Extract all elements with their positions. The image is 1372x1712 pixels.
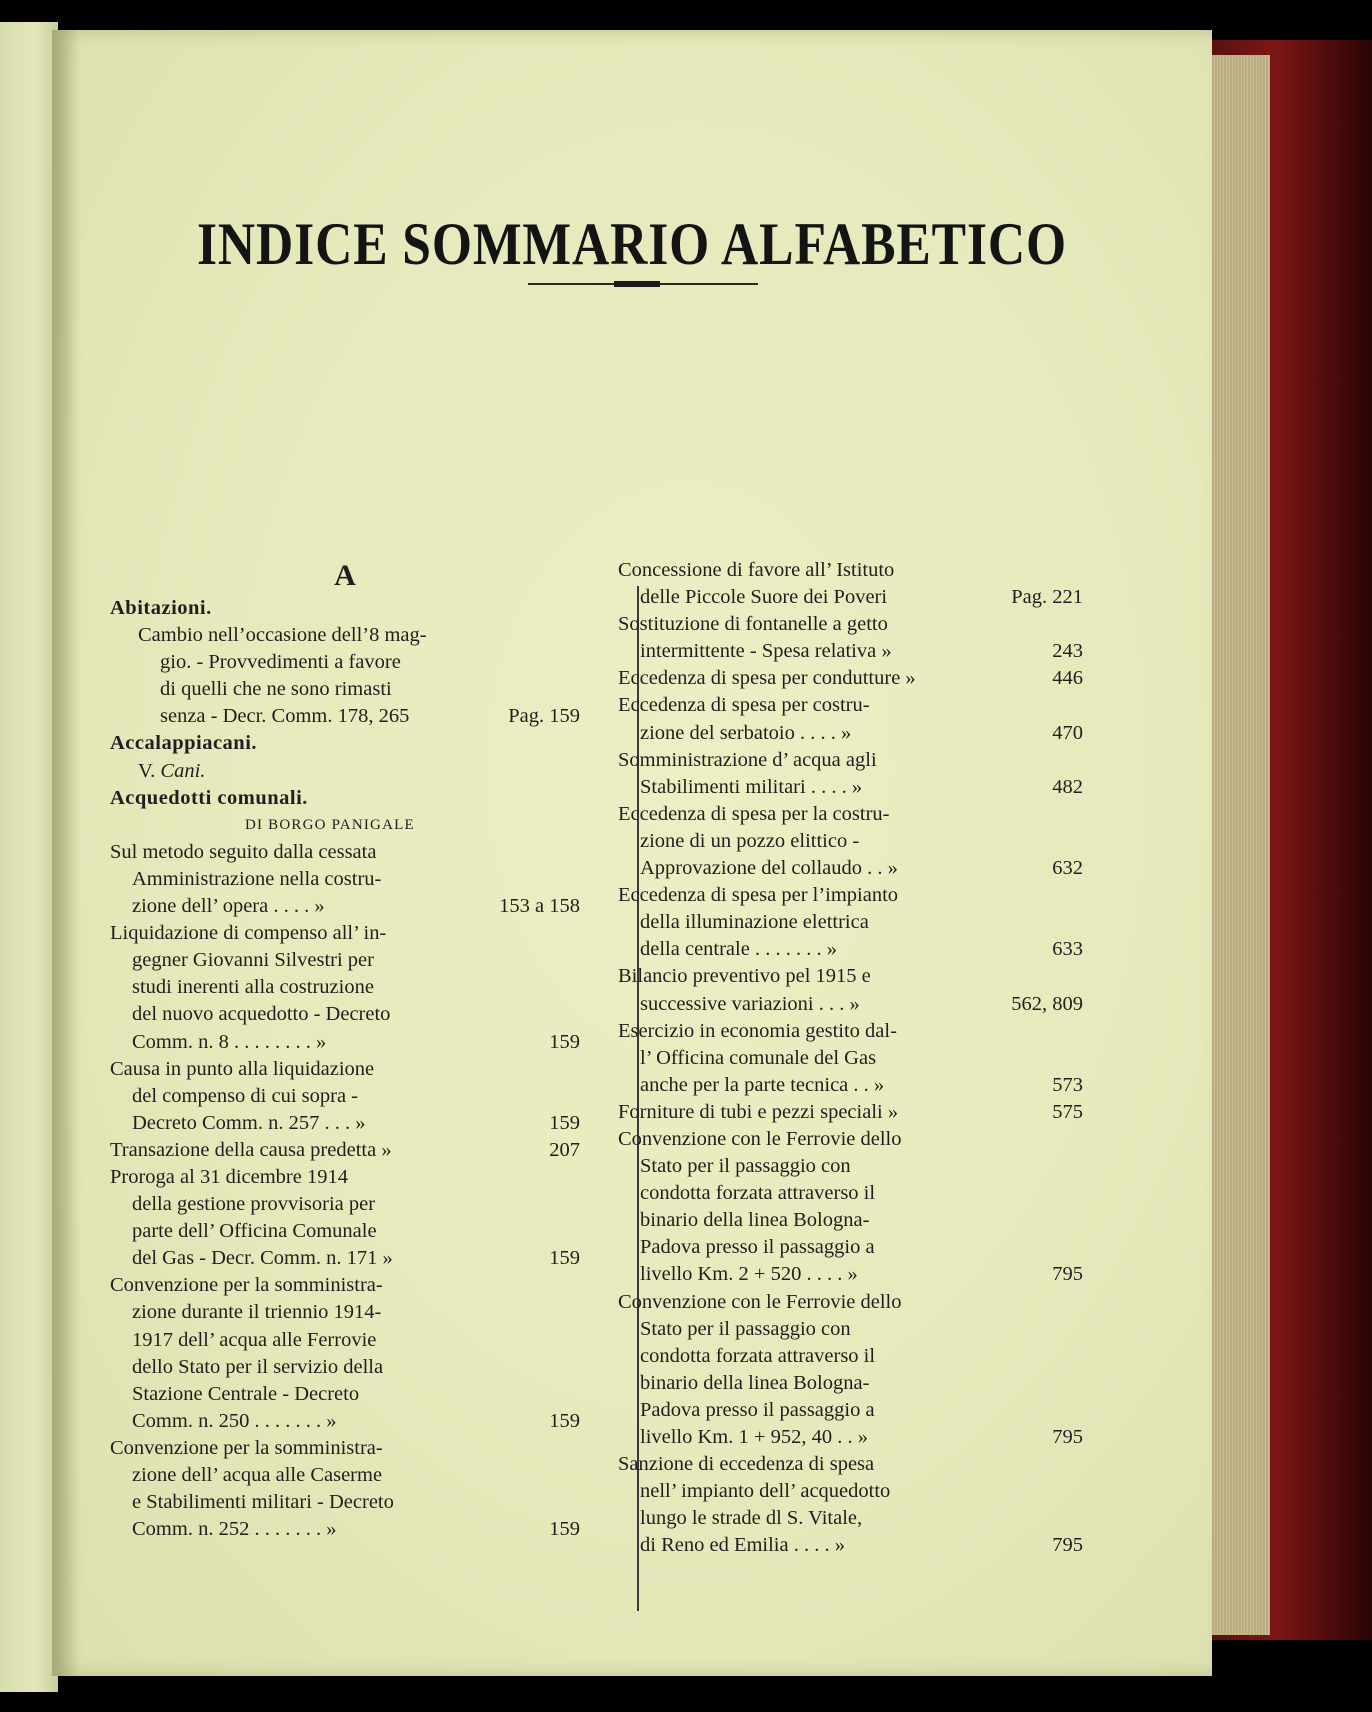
entry-line: Liquidazione di compenso all’ in-	[110, 922, 387, 945]
entry-line: del compenso di cui sopra -	[132, 1084, 359, 1107]
entry-line: Convenzione con le Ferrovie dello	[618, 1290, 902, 1313]
entry-line: zione durante il triennio 1914-	[132, 1301, 382, 1324]
index-entry	[618, 1126, 1083, 1289]
entry-line: livello Km. 2 + 520 . . . . »	[640, 1263, 858, 1286]
entry-page-ref: 159	[549, 1111, 580, 1134]
see-also-target: Cani.	[160, 759, 206, 782]
entry-line: condotta forzata attraverso il	[640, 1182, 876, 1205]
entry-line: Convenzione con le Ferrovie dello	[618, 1127, 902, 1150]
see-also-reference	[110, 758, 580, 785]
entry-line: di Reno ed Emilia . . . . »	[640, 1534, 845, 1557]
index-entry	[618, 1451, 1083, 1559]
entry-line: studi inerenti alla costruzione	[132, 976, 374, 999]
entry-line: Sanzione di eccedenza di spesa	[618, 1453, 875, 1476]
entry-line: della illuminazione elettrica	[640, 911, 869, 934]
index-entry	[110, 1164, 580, 1272]
entry-line: Stabilimenti militari . . . . »	[640, 775, 863, 798]
entry-line: Transazione della causa predetta »	[110, 1138, 392, 1161]
entry-line: della centrale . . . . . . . »	[640, 938, 837, 961]
entry-page-ref: 633	[1052, 938, 1083, 961]
entry-line: zione dell’ opera . . . . »	[132, 895, 325, 918]
entry-line: Proroga al 31 dicembre 1914	[110, 1165, 348, 1188]
index-heading: Acquedotti comunali.	[110, 786, 308, 809]
entry-line: della gestione provvisoria per	[132, 1193, 376, 1216]
entry-page-ref: 159	[549, 1030, 580, 1053]
index-entry	[618, 1018, 1083, 1099]
entry-line: Approvazione del collaudo . . »	[640, 857, 898, 880]
entry-line: Eccedenza di spesa per l’impianto	[618, 884, 899, 907]
entry-line: del Gas - Decr. Comm. n. 171 »	[132, 1247, 393, 1270]
entry-line: Stato per il passaggio con	[640, 1317, 851, 1340]
entry-line: Causa in punto alla liquidazione	[110, 1057, 375, 1080]
entry-page-ref: 446	[1052, 667, 1083, 690]
entry-line: Cambio nell’occasione dell’8 mag-	[138, 624, 427, 647]
entry-line: Sostituzione di fontanelle a getto	[618, 613, 888, 636]
entry-line: lungo le strade dl S. Vitale,	[640, 1507, 863, 1530]
entry-page-ref: 243	[1052, 640, 1083, 663]
entry-line: Stato per il passaggio con	[640, 1155, 851, 1178]
index-entry	[618, 747, 1083, 801]
entry-line: senza - Decr. Comm. 178, 265	[160, 705, 410, 728]
entry-line: Eccedenza di spesa per condutture »	[618, 667, 916, 690]
index-entry	[110, 839, 580, 920]
index-entry	[110, 1056, 580, 1137]
entry-line: binario della linea Bologna-	[640, 1371, 870, 1394]
entry-line: Concessione di favore all’ Istituto	[618, 559, 895, 581]
entry-line: parte dell’ Officina Comunale	[132, 1220, 377, 1243]
entry-line: zione di un pozzo elittico -	[640, 829, 860, 852]
entry-line: del nuovo acquedotto - Decreto	[132, 1003, 391, 1026]
index-entry	[618, 963, 1083, 1017]
entry-line: gegner Giovanni Silvestri per	[132, 949, 374, 972]
entry-page-ref: 470	[1052, 721, 1083, 744]
previous-page-edge	[0, 22, 58, 1692]
entry-page-ref: Pag. 159	[508, 705, 580, 728]
index-entry	[110, 622, 580, 730]
entry-line: intermittente - Spesa relativa »	[640, 640, 892, 663]
index-entry	[618, 1289, 1083, 1452]
index-entry	[618, 611, 1083, 665]
entry-line: di quelli che ne sono rimasti	[160, 678, 392, 701]
page-block-edge	[1210, 55, 1270, 1635]
entry-page-ref: 795	[1052, 1426, 1083, 1448]
entry-line: successive variazioni . . . »	[640, 992, 860, 1015]
entry-line: zione dell’ acqua alle Caserme	[132, 1464, 383, 1486]
entry-page-ref: 575	[1052, 1100, 1083, 1123]
entry-page-ref: Pag. 221	[1011, 586, 1083, 609]
see-also-prefix: V.	[138, 759, 161, 782]
entry-line: dello Stato per il servizio della	[132, 1355, 384, 1378]
entry-line: Somministrazione d’ acqua agli	[618, 748, 877, 771]
index-heading: Accalappiacani.	[110, 732, 258, 755]
entry-line: Comm. n. 252 . . . . . . . »	[132, 1518, 337, 1541]
entry-line: binario della linea Bologna-	[640, 1209, 870, 1232]
index-entry	[110, 920, 580, 1055]
entry-page-ref: 795	[1052, 1534, 1083, 1557]
page-title: INDICE SOMMARIO ALFABETICO	[196, 211, 1068, 277]
entry-line: Bilancio preventivo pel 1915 e	[618, 965, 871, 988]
title-rule-ornament	[614, 281, 660, 287]
index-entry	[618, 557, 1083, 611]
entry-line: nell’ impianto dell’ acquedotto	[640, 1480, 891, 1503]
index-heading: Abitazioni.	[110, 597, 212, 619]
index-entry	[618, 692, 1083, 746]
entry-line: Decreto Comm. n. 257 . . . »	[132, 1111, 366, 1134]
index-column-right	[618, 557, 1083, 1559]
entry-line: Comm. n. 250 . . . . . . . »	[132, 1409, 337, 1432]
entry-page-ref: 159	[549, 1247, 580, 1270]
entry-line: zione del serbatoio . . . . »	[640, 721, 852, 744]
index-entry	[618, 882, 1083, 963]
entry-line: condotta forzata attraverso il	[640, 1344, 876, 1367]
entry-page-ref: 159	[549, 1409, 580, 1432]
entry-line: Padova presso il passaggio a	[640, 1236, 875, 1259]
entry-line: Forniture di tubi e pezzi speciali »	[618, 1100, 899, 1123]
entry-line: e Stabilimenti militari - Decreto	[132, 1491, 394, 1514]
index-entry	[618, 665, 1083, 692]
entry-line: anche per la parte tecnica . . »	[640, 1073, 885, 1096]
entry-line: livello Km. 1 + 952, 40 . . »	[640, 1426, 868, 1448]
index-subheading: DI BORGO PANIGALE	[245, 816, 415, 833]
entry-line: Convenzione per la somministra-	[110, 1274, 383, 1297]
entry-line: l’ Officina comunale del Gas	[640, 1046, 877, 1069]
entry-line: delle Piccole Suore dei Poveri	[640, 586, 888, 609]
entry-line: Amministrazione nella costru-	[132, 867, 382, 890]
entry-line: Comm. n. 8 . . . . . . . . »	[132, 1030, 327, 1053]
entry-line: Stazione Centrale - Decreto	[132, 1382, 360, 1405]
index-entry	[618, 1099, 1083, 1126]
entry-page-ref: 632	[1052, 857, 1083, 880]
entry-page-ref: 159	[549, 1518, 580, 1541]
entry-line: Sul metodo seguito dalla cessata	[110, 840, 377, 863]
index-entry	[110, 1137, 580, 1164]
entry-page-ref: 207	[549, 1138, 580, 1161]
entry-line: Padova presso il passaggio a	[640, 1398, 875, 1421]
entry-page-ref: 795	[1052, 1263, 1083, 1286]
index-column-left	[110, 557, 580, 1543]
entry-page-ref: 562, 809	[1011, 992, 1083, 1015]
entry-page-ref: 153 a 158	[499, 895, 580, 918]
entry-line: Convenzione per la somministra-	[110, 1436, 383, 1459]
entry-line: Eccedenza di spesa per la costru-	[618, 802, 890, 825]
entry-page-ref: 573	[1052, 1073, 1083, 1096]
entry-page-ref: 482	[1052, 775, 1083, 798]
index-entry	[110, 1435, 580, 1543]
entry-line: 1917 dell’ acqua alle Ferrovie	[132, 1328, 377, 1351]
entry-line: Eccedenza di spesa per costru-	[618, 694, 870, 717]
entry-line: gio. - Provvedimenti a favore	[160, 651, 401, 674]
index-entry	[110, 1272, 580, 1435]
entry-line: Esercizio in economia gestito dal-	[618, 1019, 897, 1042]
index-entry	[618, 801, 1083, 882]
section-letter: A	[334, 559, 356, 592]
spine-fold	[52, 30, 80, 1676]
